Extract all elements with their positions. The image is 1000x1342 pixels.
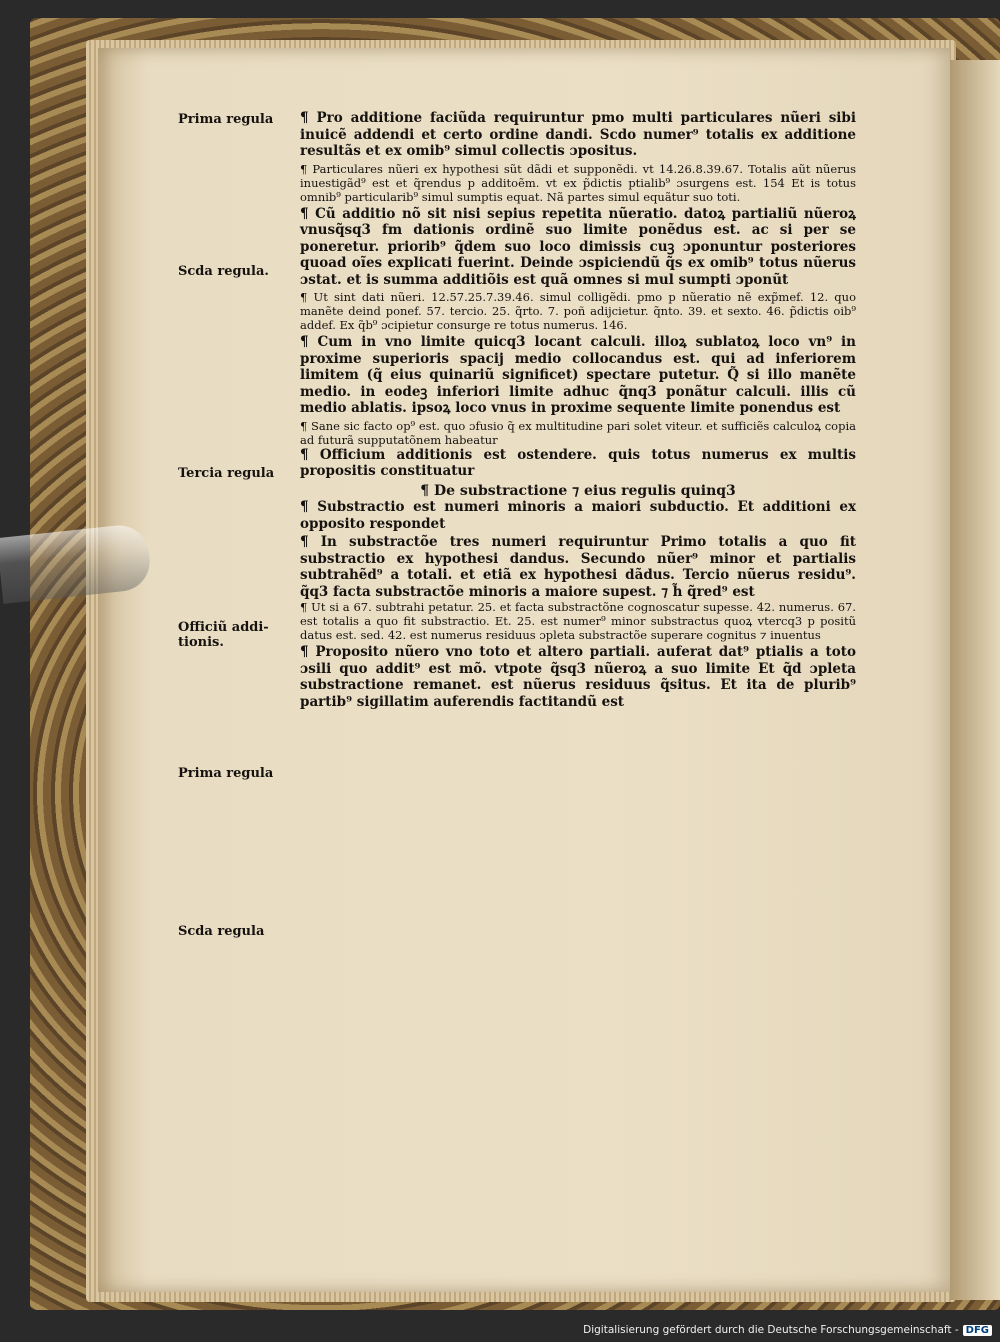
paragraph-substractio-prima-regula: ¶ In substractõe tres numeri requiruntur Primo totalis a quo fit substractio ex hypothesi dandus. Secundo nũer⁹ minor et partialis subtrahẽd⁹ a totali. et etiã ex hypothesi dãdus. Tercio nũerus residu⁹. q̃q3 facta substractõe minoris a maiore supest. ⁊ h̃ q̃red⁹ est [300,534,856,600]
margin-note-tercia-regula: Tercia regula [178,466,275,481]
paragraph-prima-regula: ¶ Pro additione faciũda requiruntur pmo multi particulares nũeri sibi inuicẽ addendi et certo ordine dandi. Scdo numer⁹ totalis ex additione resultãs et ex omib⁹ simul collectis ɔpositus. [300,110,856,159]
paragraph-example-2: ¶ Ut sint dati nũeri. 12.57.25.7.39.46. simul colligẽdi. pmo p nũeratio nẽ exp̃mef. 12. quo manẽte deind ponef. 57. tercio. 25. q̃rto. 7. poñ adijcietur. q̃nto. 39. et sexto. 46. p̃dictis oib⁹ addef. Ex q̃b⁹ ɔcipietur consurge re totus numerus. 146. [300,290,856,332]
paragraph-substractio-definition: ¶ Substractio est numeri minoris a maiori subductio. Et additioni ex opposito respondet [300,499,856,532]
paragraph-example-1: ¶ Particulares nũeri ex hypothesi sũt dãdi et supponẽdi. vt 14.26.8.39.67. Totalis aũt nũerus inuestigãd⁹ est et q̃rendus p additoẽm. vt ex p̃dictis ptialib⁹ ɔsurgens est. 154 Et is totus omnib⁹ particularib⁹ simul sumptis equat. Nã partes simul equãtur suo toti. [300,161,856,204]
margin-note-secunda-regula-2: Scda regula [178,924,265,939]
paragraph-example-3: ¶ Ut si a 67. subtrahi petatur. 25. et facta substractõne cognoscatur supesse. 42. numerus. 67. est totalis a quo fit substractio. Et. 25. est numer⁹ minor substractus quoꝝ vtercq3 p positũ datus est. sed. 42. est numerus residuus ɔpleta substractõe superare cognitus ⁊ inuentus [300,600,856,642]
paragraph-officium: ¶ Officium additionis est ostendere. quis totus numerus ex multis propositis constituatur [300,446,856,479]
paragraph-secunda-regula: ¶ Cũ additio nõ sit nisi sepius repetita nũeratio. datoꝝ partialiũ nũeroꝝ vnusq̃sq3 fm dationis ordinẽ suo limite ponẽdus est. ac si per se poneretur. priorib⁹ q̃dem suo loco dimissis cuꝫ ɔponuntur posteriores quoad oĩes explicati fuerint. Deinde ɔspiciendũ q̃s ex omib⁹ totus nũerus ɔstat. et is summa additiõis est quã omnes si mul sumpti ɔponũt [300,205,856,288]
main-text [300,110,856,710]
facing-page-edge [950,60,1000,1300]
margin-note-secunda-regula-1: Scda regula. [178,264,269,279]
margin-note-officium-additionis: Officiũ addi- tionis. [178,620,269,650]
margin-note-prima-regula-1: Prima regula [178,112,274,127]
footer-credit [583,1324,992,1336]
paragraph-tercia-regula: ¶ Cum in vno limite quicq3 locant calculi. illoꝝ sublatoꝝ loco vn⁹ in proxime superioris spacij medio collocandus est. qui ad inferiorem limitem (q̃ eius quinariũ significet) spectare putetur. Q̃ si illo manẽte medio. in eodeꝫ inferiori limite adhuc q̃nq3 ponãtur calculi. illis cũ medio ablatis. ipsoꝝ loco vnus in proxime sequente limite ponendus est [300,334,856,416]
footer-text: Digitalisierung gefördert durch die Deutsche Forschungsgemeinschaft - [583,1324,959,1336]
dfg-logo: DFG [963,1325,992,1336]
paragraph-sane: ¶ Sane sic facto op⁹ est. quo ɔfusio q̃ ex multitudine pari solet viteur. et sufficiẽs calculoꝝ copia ad futurã supputatõnem habeatur [300,418,856,447]
section-heading-substractione: ¶ De substractione ⁊ eius regulis quinq3 [420,482,736,499]
paragraph-substractio-secunda-regula: ¶ Proposito nũero vno toto et altero partiali. auferat dat⁹ ptialis a toto ɔsili quo addit⁹ est mõ. vtpote q̃sq3 nũeroꝝ a suo limite Et q̃d ɔpleta substractione remanet. est nũerus residuus q̃situs. Et ita de plurib⁹ partib⁹ sigillatim auferendis factitandũ est [300,644,856,710]
margin-note-prima-regula-2: Prima regula [178,766,274,781]
